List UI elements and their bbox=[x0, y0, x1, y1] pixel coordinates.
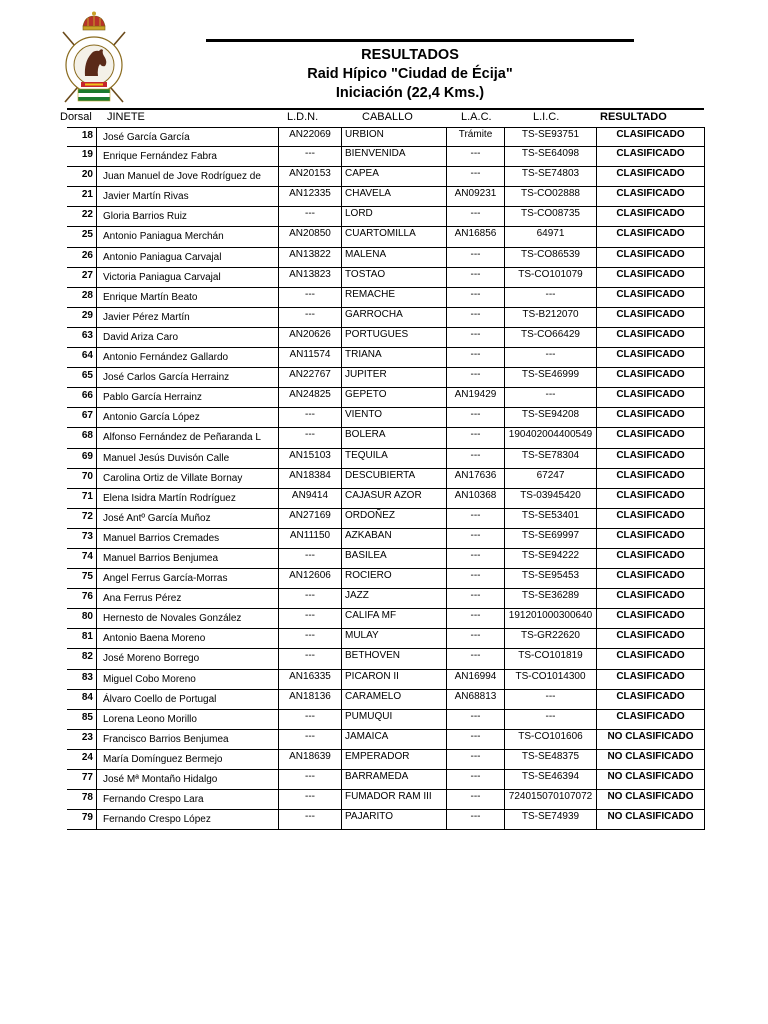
jinete-cell: Elena Isidra Martín Rodríguez bbox=[97, 489, 279, 508]
dorsal-cell: 85 bbox=[67, 710, 97, 729]
resultado-cell: CLASIFICADO bbox=[597, 710, 705, 729]
jinete-cell: Francisco Barrios Benjumea bbox=[97, 730, 279, 749]
caballo-cell: CARAMELO bbox=[342, 690, 447, 709]
event-name: Raid Hípico "Ciudad de Écija" bbox=[307, 66, 513, 82]
caballo-cell: CUARTOMILLA bbox=[342, 227, 447, 246]
ldn-cell: --- bbox=[279, 710, 342, 729]
resultado-cell: CLASIFICADO bbox=[597, 227, 705, 246]
jinete-cell: Manuel Jesús Duvisón Calle bbox=[97, 449, 279, 468]
jinete-cell: Álvaro Coello de Portugal bbox=[97, 690, 279, 709]
dorsal-cell: 26 bbox=[67, 248, 97, 267]
dorsal-cell: 22 bbox=[67, 207, 97, 226]
resultado-cell: CLASIFICADO bbox=[597, 549, 705, 568]
resultado-cell: CLASIFICADO bbox=[597, 569, 705, 588]
ldn-cell: --- bbox=[279, 810, 342, 829]
dorsal-cell: 68 bbox=[67, 428, 97, 447]
dorsal-cell: 19 bbox=[67, 147, 97, 166]
caballo-cell: ORDOÑEZ bbox=[342, 509, 447, 528]
lac-cell: --- bbox=[447, 529, 505, 548]
lic-cell: --- bbox=[505, 348, 597, 367]
lac-cell: --- bbox=[447, 449, 505, 468]
lac-cell: --- bbox=[447, 649, 505, 668]
ldn-cell: AN20153 bbox=[279, 167, 342, 186]
table-row bbox=[67, 509, 705, 529]
ldn-cell: AN16335 bbox=[279, 670, 342, 689]
dorsal-cell: 21 bbox=[67, 187, 97, 206]
lac-cell: AN68813 bbox=[447, 690, 505, 709]
lic-cell: TS-CO101606 bbox=[505, 730, 597, 749]
jinete-cell: Miguel Cobo Moreno bbox=[97, 670, 279, 689]
lic-cell: TS-03945420 bbox=[505, 489, 597, 508]
lic-cell: TS-CO101079 bbox=[505, 268, 597, 287]
ldn-cell: --- bbox=[279, 790, 342, 809]
dorsal-cell: 25 bbox=[67, 227, 97, 246]
caballo-cell: BETHOVEN bbox=[342, 649, 447, 668]
caballo-cell: CAJASUR AZOR bbox=[342, 489, 447, 508]
dorsal-cell: 63 bbox=[67, 328, 97, 347]
caballo-cell: MALENA bbox=[342, 248, 447, 267]
caballo-cell: CAPEA bbox=[342, 167, 447, 186]
ldn-cell: AN18639 bbox=[279, 750, 342, 769]
dorsal-cell: 18 bbox=[67, 128, 97, 146]
lic-cell: TS-SE48375 bbox=[505, 750, 597, 769]
table-row bbox=[67, 549, 705, 569]
resultado-cell: CLASIFICADO bbox=[597, 128, 705, 146]
ldn-cell: AN11150 bbox=[279, 529, 342, 548]
lac-cell: --- bbox=[447, 710, 505, 729]
table-row bbox=[67, 810, 705, 830]
table-row bbox=[67, 649, 705, 669]
caballo-cell: VIENTO bbox=[342, 408, 447, 427]
lac-cell: --- bbox=[447, 428, 505, 447]
ldn-cell: AN18384 bbox=[279, 469, 342, 488]
lic-cell: TS-SE93751 bbox=[505, 128, 597, 146]
jinete-cell: Fernando Crespo López bbox=[97, 810, 279, 829]
jinete-cell: Fernando Crespo Lara bbox=[97, 790, 279, 809]
caballo-cell: LORD bbox=[342, 207, 447, 226]
caballo-cell: GEPETO bbox=[342, 388, 447, 407]
jinete-cell: Javier Pérez Martín bbox=[97, 308, 279, 327]
jinete-cell: Antonio García López bbox=[97, 408, 279, 427]
jinete-cell: Javier Martín Rivas bbox=[97, 187, 279, 206]
lac-cell: --- bbox=[447, 368, 505, 387]
table-row bbox=[67, 489, 705, 509]
lac-cell: --- bbox=[447, 589, 505, 608]
resultado-cell: NO CLASIFICADO bbox=[597, 750, 705, 769]
lic-cell: 64971 bbox=[505, 227, 597, 246]
lac-cell: --- bbox=[447, 609, 505, 628]
jinete-cell: Hernesto de Novales González bbox=[97, 609, 279, 628]
jinete-cell: Carolina Ortiz de Villate Bornay bbox=[97, 469, 279, 488]
table-row bbox=[67, 368, 705, 388]
table-row bbox=[67, 629, 705, 649]
resultado-cell: CLASIFICADO bbox=[597, 207, 705, 226]
lic-cell: TS-SE69997 bbox=[505, 529, 597, 548]
dorsal-cell: 83 bbox=[67, 670, 97, 689]
lac-cell: --- bbox=[447, 408, 505, 427]
jinete-cell: Manuel Barrios Cremades bbox=[97, 529, 279, 548]
lac-cell: --- bbox=[447, 549, 505, 568]
resultado-cell: CLASIFICADO bbox=[597, 428, 705, 447]
jinete-cell: José Carlos García Herrainz bbox=[97, 368, 279, 387]
caballo-cell: PAJARITO bbox=[342, 810, 447, 829]
ldn-cell: AN13823 bbox=[279, 268, 342, 287]
resultado-cell: CLASIFICADO bbox=[597, 348, 705, 367]
caballo-cell: GARROCHA bbox=[342, 308, 447, 327]
resultado-cell: CLASIFICADO bbox=[597, 449, 705, 468]
lac-cell: --- bbox=[447, 248, 505, 267]
table-row bbox=[67, 670, 705, 690]
caballo-cell: TOSTAO bbox=[342, 268, 447, 287]
ldn-cell: AN9414 bbox=[279, 489, 342, 508]
jinete-cell: Antonio Paniagua Merchán bbox=[97, 227, 279, 246]
lac-cell: --- bbox=[447, 629, 505, 648]
lac-cell: AN10368 bbox=[447, 489, 505, 508]
lic-cell: TS-CO86539 bbox=[505, 248, 597, 267]
lic-cell: TS-CO02888 bbox=[505, 187, 597, 206]
lac-cell: AN17636 bbox=[447, 469, 505, 488]
ldn-cell: --- bbox=[279, 147, 342, 166]
ldn-cell: --- bbox=[279, 308, 342, 327]
lac-cell: --- bbox=[447, 167, 505, 186]
col-header-resultado: RESULTADO bbox=[600, 111, 667, 123]
resultado-cell: CLASIFICADO bbox=[597, 187, 705, 206]
ldn-cell: --- bbox=[279, 649, 342, 668]
dorsal-cell: 78 bbox=[67, 790, 97, 809]
col-header-lic: L.I.C. bbox=[533, 111, 560, 123]
lac-cell: --- bbox=[447, 147, 505, 166]
resultado-cell: NO CLASIFICADO bbox=[597, 730, 705, 749]
dorsal-cell: 73 bbox=[67, 529, 97, 548]
lac-cell: AN09231 bbox=[447, 187, 505, 206]
resultado-cell: CLASIFICADO bbox=[597, 609, 705, 628]
table-row bbox=[67, 469, 705, 489]
table-row bbox=[67, 248, 705, 268]
table-row bbox=[67, 268, 705, 288]
lac-cell: --- bbox=[447, 750, 505, 769]
caballo-cell: MULAY bbox=[342, 629, 447, 648]
resultado-cell: CLASIFICADO bbox=[597, 629, 705, 648]
resultado-cell: CLASIFICADO bbox=[597, 308, 705, 327]
ldn-cell: AN12606 bbox=[279, 569, 342, 588]
lic-cell: TS-GR22620 bbox=[505, 629, 597, 648]
col-header-jinete: JINETE bbox=[107, 111, 145, 123]
caballo-cell: BOLERA bbox=[342, 428, 447, 447]
results-table bbox=[67, 127, 705, 830]
caballo-cell: JUPITER bbox=[342, 368, 447, 387]
lic-cell: --- bbox=[505, 388, 597, 407]
lic-cell: TS-SE94222 bbox=[505, 549, 597, 568]
ldn-cell: --- bbox=[279, 288, 342, 307]
lic-cell: TS-SE94208 bbox=[505, 408, 597, 427]
col-header-caballo: CABALLO bbox=[362, 111, 413, 123]
lic-cell: TS-SE78304 bbox=[505, 449, 597, 468]
col-header-dorsal: Dorsal bbox=[60, 111, 92, 123]
table-row bbox=[67, 227, 705, 247]
table-row bbox=[67, 328, 705, 348]
resultado-cell: CLASIFICADO bbox=[597, 328, 705, 347]
lic-cell: TS-SE53401 bbox=[505, 509, 597, 528]
caballo-cell: BIENVENIDA bbox=[342, 147, 447, 166]
lic-cell: TS-CO1014300 bbox=[505, 670, 597, 689]
lac-cell: --- bbox=[447, 730, 505, 749]
lac-cell: --- bbox=[447, 268, 505, 287]
dorsal-cell: 79 bbox=[67, 810, 97, 829]
resultado-cell: CLASIFICADO bbox=[597, 509, 705, 528]
top-rule bbox=[206, 39, 634, 42]
caballo-cell: CHAVELA bbox=[342, 187, 447, 206]
table-row bbox=[67, 167, 705, 187]
ldn-cell: --- bbox=[279, 207, 342, 226]
table-row bbox=[67, 348, 705, 368]
dorsal-cell: 27 bbox=[67, 268, 97, 287]
lic-cell: TS-CO101819 bbox=[505, 649, 597, 668]
jinete-cell: María Domínguez Bermejo bbox=[97, 750, 279, 769]
caballo-cell: JAZZ bbox=[342, 589, 447, 608]
caballo-cell: FUMADOR RAM III bbox=[342, 790, 447, 809]
caballo-cell: JAMAICA bbox=[342, 730, 447, 749]
caballo-cell: ROCIERO bbox=[342, 569, 447, 588]
andalusian-flag bbox=[78, 89, 110, 101]
jinete-cell: Juan Manuel de Jove Rodríguez de bbox=[97, 167, 279, 186]
ldn-cell: AN13822 bbox=[279, 248, 342, 267]
jinete-cell: José Moreno Borrego bbox=[97, 649, 279, 668]
resultado-cell: CLASIFICADO bbox=[597, 408, 705, 427]
ldn-cell: --- bbox=[279, 589, 342, 608]
lac-cell: Trámite bbox=[447, 128, 505, 146]
jinete-cell: Victoria Paniagua Carvajal bbox=[97, 268, 279, 287]
resultado-cell: NO CLASIFICADO bbox=[597, 770, 705, 789]
dorsal-cell: 84 bbox=[67, 690, 97, 709]
lic-cell: TS-CO08735 bbox=[505, 207, 597, 226]
table-row bbox=[67, 308, 705, 328]
dorsal-cell: 64 bbox=[67, 348, 97, 367]
caballo-cell: TEQUILA bbox=[342, 449, 447, 468]
dorsal-cell: 77 bbox=[67, 770, 97, 789]
ldn-cell: AN20626 bbox=[279, 328, 342, 347]
lac-cell: --- bbox=[447, 790, 505, 809]
dorsal-cell: 72 bbox=[67, 509, 97, 528]
dorsal-cell: 71 bbox=[67, 489, 97, 508]
caballo-cell: PORTUGUES bbox=[342, 328, 447, 347]
col-header-lac: L.A.C. bbox=[461, 111, 492, 123]
caballo-cell: BASILEA bbox=[342, 549, 447, 568]
ldn-cell: --- bbox=[279, 408, 342, 427]
header-rule bbox=[67, 108, 704, 110]
ldn-cell: --- bbox=[279, 730, 342, 749]
resultado-cell: CLASIFICADO bbox=[597, 167, 705, 186]
resultado-cell: CLASIFICADO bbox=[597, 670, 705, 689]
table-row bbox=[67, 529, 705, 549]
lic-cell: 190402004400549 bbox=[505, 428, 597, 447]
resultado-cell: CLASIFICADO bbox=[597, 268, 705, 287]
caballo-cell: BARRAMEDA bbox=[342, 770, 447, 789]
resultado-cell: NO CLASIFICADO bbox=[597, 790, 705, 809]
table-row bbox=[67, 207, 705, 227]
dorsal-cell: 75 bbox=[67, 569, 97, 588]
dorsal-cell: 20 bbox=[67, 167, 97, 186]
lac-cell: --- bbox=[447, 308, 505, 327]
jinete-cell: Antonio Paniagua Carvajal bbox=[97, 248, 279, 267]
table-row bbox=[67, 750, 705, 770]
lac-cell: AN16856 bbox=[447, 227, 505, 246]
ldn-cell: AN12335 bbox=[279, 187, 342, 206]
jinete-cell: Lorena Leono Morillo bbox=[97, 710, 279, 729]
table-row bbox=[67, 569, 705, 589]
dorsal-cell: 76 bbox=[67, 589, 97, 608]
jinete-cell: Angel Ferrus García-Morras bbox=[97, 569, 279, 588]
resultado-cell: CLASIFICADO bbox=[597, 248, 705, 267]
resultado-cell: CLASIFICADO bbox=[597, 589, 705, 608]
jinete-cell: Gloria Barrios Ruiz bbox=[97, 207, 279, 226]
resultado-cell: CLASIFICADO bbox=[597, 690, 705, 709]
ldn-cell: AN11574 bbox=[279, 348, 342, 367]
dorsal-cell: 81 bbox=[67, 629, 97, 648]
dorsal-cell: 70 bbox=[67, 469, 97, 488]
table-row bbox=[67, 388, 705, 408]
dorsal-cell: 82 bbox=[67, 649, 97, 668]
jinete-cell: David Ariza Caro bbox=[97, 328, 279, 347]
lac-cell: AN19429 bbox=[447, 388, 505, 407]
jinete-cell: Antonio Baena Moreno bbox=[97, 629, 279, 648]
col-header-ldn: L.D.N. bbox=[287, 111, 319, 123]
table-row bbox=[67, 770, 705, 790]
ldn-cell: AN22767 bbox=[279, 368, 342, 387]
table-row bbox=[67, 147, 705, 167]
lac-cell: --- bbox=[447, 770, 505, 789]
jinete-cell: Alfonso Fernández de Peñaranda L bbox=[97, 428, 279, 447]
ldn-cell: AN27169 bbox=[279, 509, 342, 528]
table-row bbox=[67, 428, 705, 448]
jinete-cell: José Antº García Muñoz bbox=[97, 509, 279, 528]
dorsal-cell: 28 bbox=[67, 288, 97, 307]
lic-cell: --- bbox=[505, 288, 597, 307]
dorsal-cell: 29 bbox=[67, 308, 97, 327]
caballo-cell: PUMUQUI bbox=[342, 710, 447, 729]
page-title: RESULTADOS bbox=[361, 47, 459, 63]
ldn-cell: AN24825 bbox=[279, 388, 342, 407]
caballo-cell: URBION bbox=[342, 128, 447, 146]
resultado-cell: CLASIFICADO bbox=[597, 147, 705, 166]
dorsal-cell: 65 bbox=[67, 368, 97, 387]
dorsal-cell: 66 bbox=[67, 388, 97, 407]
jinete-cell: Antonio Fernández Gallardo bbox=[97, 348, 279, 367]
dorsal-cell: 23 bbox=[67, 730, 97, 749]
lic-cell: 67247 bbox=[505, 469, 597, 488]
lac-cell: --- bbox=[447, 348, 505, 367]
dorsal-cell: 24 bbox=[67, 750, 97, 769]
caballo-cell: DESCUBIERTA bbox=[342, 469, 447, 488]
caballo-cell: EMPERADOR bbox=[342, 750, 447, 769]
lic-cell: TS-CO66429 bbox=[505, 328, 597, 347]
table-row bbox=[67, 187, 705, 207]
table-row bbox=[67, 790, 705, 810]
dorsal-cell: 80 bbox=[67, 609, 97, 628]
ldn-cell: --- bbox=[279, 770, 342, 789]
lic-cell: TS-SE64098 bbox=[505, 147, 597, 166]
lic-cell: 191201000300640 bbox=[505, 609, 597, 628]
lic-cell: 724015070107072 bbox=[505, 790, 597, 809]
ldn-cell: AN18136 bbox=[279, 690, 342, 709]
resultado-cell: CLASIFICADO bbox=[597, 649, 705, 668]
jinete-cell: Ana Ferrus Pérez bbox=[97, 589, 279, 608]
lic-cell: --- bbox=[505, 710, 597, 729]
jinete-cell: Manuel Barrios Benjumea bbox=[97, 549, 279, 568]
table-row bbox=[67, 710, 705, 730]
lac-cell: AN16994 bbox=[447, 670, 505, 689]
lic-cell: TS-B212070 bbox=[505, 308, 597, 327]
ldn-cell: AN15103 bbox=[279, 449, 342, 468]
table-row bbox=[67, 589, 705, 609]
table-row bbox=[67, 609, 705, 629]
ldn-cell: AN20850 bbox=[279, 227, 342, 246]
lac-cell: --- bbox=[447, 810, 505, 829]
table-row bbox=[67, 408, 705, 428]
ldn-cell: --- bbox=[279, 549, 342, 568]
resultado-cell: CLASIFICADO bbox=[597, 469, 705, 488]
caballo-cell: PICARON II bbox=[342, 670, 447, 689]
lic-cell: TS-SE46999 bbox=[505, 368, 597, 387]
lac-cell: --- bbox=[447, 288, 505, 307]
ldn-cell: AN22069 bbox=[279, 128, 342, 146]
table-row bbox=[67, 449, 705, 469]
caballo-cell: REMACHE bbox=[342, 288, 447, 307]
resultado-cell: CLASIFICADO bbox=[597, 388, 705, 407]
lic-cell: TS-SE74939 bbox=[505, 810, 597, 829]
dorsal-cell: 74 bbox=[67, 549, 97, 568]
lac-cell: --- bbox=[447, 509, 505, 528]
resultado-cell: CLASIFICADO bbox=[597, 288, 705, 307]
table-row bbox=[67, 288, 705, 308]
category-name: Iniciación (22,4 Kms.) bbox=[335, 85, 485, 101]
dorsal-cell: 69 bbox=[67, 449, 97, 468]
caballo-cell: TRIANA bbox=[342, 348, 447, 367]
jinete-cell: Enrique Martín Beato bbox=[97, 288, 279, 307]
caballo-cell: CALIFA MF bbox=[342, 609, 447, 628]
lac-cell: --- bbox=[447, 207, 505, 226]
ldn-cell: --- bbox=[279, 629, 342, 648]
jinete-cell: José García García bbox=[97, 128, 279, 146]
ldn-cell: --- bbox=[279, 428, 342, 447]
ldn-cell: --- bbox=[279, 609, 342, 628]
lic-cell: --- bbox=[505, 690, 597, 709]
lic-cell: TS-SE46394 bbox=[505, 770, 597, 789]
jinete-cell: Enrique Fernández Fabra bbox=[97, 147, 279, 166]
resultado-cell: CLASIFICADO bbox=[597, 489, 705, 508]
resultado-cell: CLASIFICADO bbox=[597, 529, 705, 548]
jinete-cell: Pablo García Herrainz bbox=[97, 388, 279, 407]
lic-cell: TS-SE74803 bbox=[505, 167, 597, 186]
table-row bbox=[67, 730, 705, 750]
table-row bbox=[67, 690, 705, 710]
dorsal-cell: 67 bbox=[67, 408, 97, 427]
jinete-cell: José Mª Montaño Hidalgo bbox=[97, 770, 279, 789]
federation-logo bbox=[57, 10, 131, 106]
crown-icon bbox=[83, 12, 105, 31]
caballo-cell: AZKABAN bbox=[342, 529, 447, 548]
lac-cell: --- bbox=[447, 569, 505, 588]
lac-cell: --- bbox=[447, 328, 505, 347]
table-row bbox=[67, 127, 705, 147]
resultado-cell: CLASIFICADO bbox=[597, 368, 705, 387]
lic-cell: TS-SE95453 bbox=[505, 569, 597, 588]
resultado-cell: NO CLASIFICADO bbox=[597, 810, 705, 829]
lic-cell: TS-SE36289 bbox=[505, 589, 597, 608]
